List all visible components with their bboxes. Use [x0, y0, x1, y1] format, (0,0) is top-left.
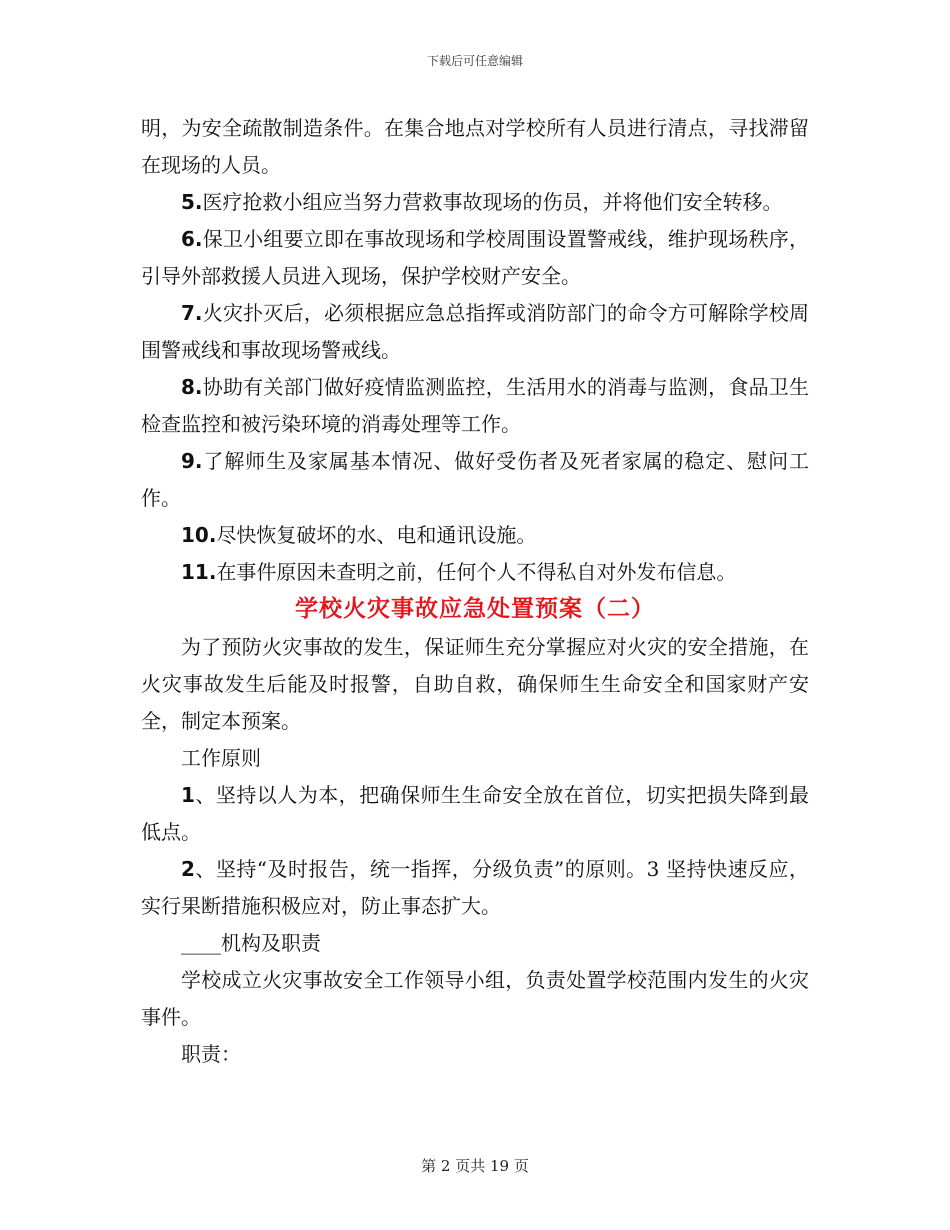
list-item-9 [141, 443, 809, 517]
page-footer: 第 2 页共 19 页 [421, 1157, 529, 1175]
principle-2 [141, 851, 809, 925]
list-item-10 [141, 517, 809, 554]
item-text: 尽快恢复破坏的水、电和通讯设施。 [216, 523, 537, 547]
page-header: 下载后可任意编辑 [426, 54, 523, 68]
item-text: 火灾扑灭后，必须根据应急总指挥或消防部门的命令方可解除学校周围警戒线和事故现场警戒线。 [141, 301, 809, 362]
item-number: 7. [181, 301, 203, 325]
list-item-5 [141, 184, 809, 221]
duty-heading: 职责： [181, 1042, 241, 1066]
item-number: 10. [181, 523, 217, 547]
list-item-11 [141, 554, 809, 591]
item-text: 、坚持“及时报告，统一指挥，分级负责”的原则。3 坚持快速反应，实行果断措施积极应对，防止事态扩大。 [141, 857, 809, 918]
item-number: 2 [181, 857, 195, 881]
item-text: 协助有关部门做好疫情监测监控，生活用水的消毒与监测，食品卫生检查监控和被污染环境的消毒处理等工作。 [141, 375, 809, 436]
paragraph-text: 明，为安全疏散制造条件。在集合地点对学校所有人员进行清点，寻找滞留在现场的人员。 [141, 116, 809, 177]
item-number: 5. [181, 190, 203, 214]
item-text: 在事件原因未查明之前，任何个人不得私自对外发布信息。 [216, 560, 737, 584]
section-title: 学校火灾事故应急处置预案（二） [295, 596, 655, 622]
item-number: 11. [181, 560, 217, 584]
item-text: 医疗抢救小组应当努力营救事故现场的伤员，并将他们安全转移。 [202, 190, 783, 214]
list-item-8 [141, 369, 809, 443]
org-heading: ____机构及职责 [181, 931, 321, 955]
item-text: 、坚持以人为本，把确保师生生命安全放在首位，切实把损失降到最低点。 [141, 783, 809, 844]
item-number: 1 [181, 783, 195, 807]
list-item-7 [141, 295, 809, 369]
paragraph-continuation [141, 110, 809, 184]
document-body [141, 110, 809, 1073]
item-number: 9. [181, 449, 203, 473]
item-number: 8. [181, 375, 203, 399]
item-text: 了解师生及家属基本情况、做好受伤者及死者家属的稳定、慰问工作。 [141, 449, 809, 510]
org-paragraph: 学校成立火灾事故安全工作领导小组，负责处置学校范围内发生的火灾事件。 [141, 968, 809, 1029]
principle-heading: 工作原则 [181, 746, 261, 770]
intro-paragraph: 为了预防火灾事故的发生，保证师生充分掌握应对火灾的安全措施，在火灾事故发生后能及时报警，自助自救，确保师生生命安全和国家财产安全，制定本预案。 [141, 635, 809, 733]
item-number: 6. [181, 227, 203, 251]
principle-1 [141, 777, 809, 851]
list-item-6 [141, 221, 809, 295]
item-text: 保卫小组要立即在事故现场和学校周围设置警戒线，维护现场秩序，引导外部救援人员进入现场，保护学校财产安全。 [141, 227, 809, 288]
